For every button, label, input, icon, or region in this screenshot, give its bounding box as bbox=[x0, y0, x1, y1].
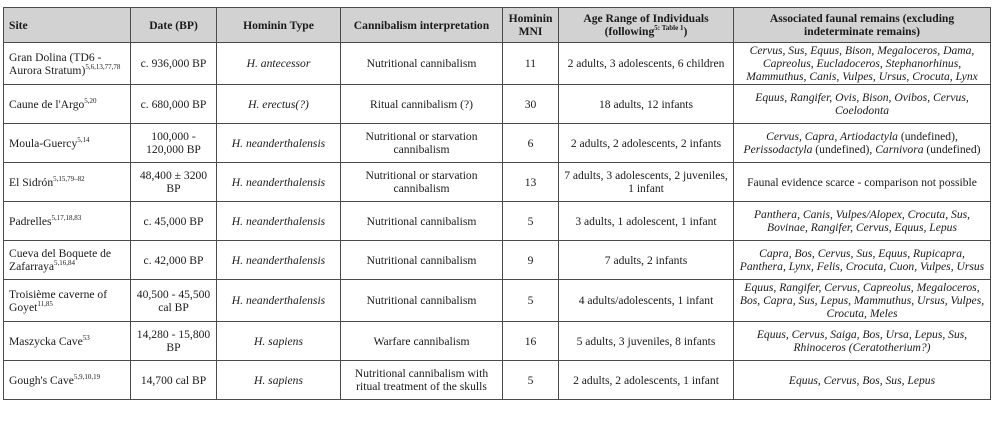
date-cell: 14,700 cal BP bbox=[131, 361, 217, 400]
age-range-cell: 5 adults, 3 juveniles, 8 infants bbox=[559, 322, 734, 361]
age-range-cell: 7 adults, 2 infants bbox=[559, 241, 734, 280]
header-site: Site bbox=[4, 8, 131, 43]
table-row bbox=[4, 280, 991, 322]
hominin-species: H. neanderthalensis bbox=[231, 175, 326, 189]
hominin-type-cell bbox=[217, 361, 341, 400]
hominin-species: H. neanderthalensis bbox=[231, 214, 326, 228]
header-cannibalism-interpretation: Cannibalism interpretation bbox=[341, 8, 503, 43]
site-name: Moula-Guercy bbox=[9, 136, 78, 150]
date-cell: c. 42,000 BP bbox=[131, 241, 217, 280]
date-cell: 40,500 - 45,500 cal BP bbox=[131, 280, 217, 322]
hominin-type-cell bbox=[217, 280, 341, 322]
mni-cell: 13 bbox=[503, 163, 559, 202]
fauna-note: Faunal evidence scarce - comparison not possible bbox=[747, 175, 977, 189]
fauna-taxa: Equus, Rangifer, Ovis, Bison, Ovibos, Cervus, Coelodonta bbox=[755, 91, 969, 117]
date-cell: 100,000 - 120,000 BP bbox=[131, 124, 217, 163]
site-cell bbox=[4, 163, 131, 202]
age-range-cell: 3 adults, 1 adolescent, 1 infant bbox=[559, 202, 734, 241]
mni-cell: 9 bbox=[503, 241, 559, 280]
hominin-type-cell bbox=[217, 241, 341, 280]
table-row bbox=[4, 85, 991, 124]
hominin-species: H. neanderthalensis bbox=[231, 136, 326, 150]
interpretation-cell: Nutritional cannibalism bbox=[341, 280, 503, 322]
fauna-taxa: Panthera, Canis, Vulpes/Alopex, Crocuta, Sus, Bovinae, Rangifer, Cervus, Equus, Lepus bbox=[753, 208, 971, 234]
site-references: 5,16,84 bbox=[54, 259, 76, 268]
age-range-cell: 18 adults, 12 infants bbox=[559, 85, 734, 124]
fauna-taxa: Equus, Cervus, Bos, Sus, Lepus bbox=[788, 373, 936, 387]
age-range-cell: 2 adults, 2 adolescents, 2 infants bbox=[559, 124, 734, 163]
table-row bbox=[4, 43, 991, 85]
mni-cell: 5 bbox=[503, 280, 559, 322]
site-cell bbox=[4, 280, 131, 322]
header-faunal-remains: Associated faunal remains (excluding indeterminate remains) bbox=[734, 8, 991, 43]
site-name: El Sidrón bbox=[9, 175, 54, 189]
hominin-type-cell bbox=[217, 43, 341, 85]
site-references: 5,20 bbox=[84, 96, 97, 105]
fauna-taxa: Cervus, Sus, Equus, Bison, Megaloceros, Dama, Capreolus, Eucladoceros, Stephanorhinus, Mammuthus, Canis, Vulpes, Ursus, Crocuta, Lynx bbox=[746, 44, 978, 83]
site-references: 11,85 bbox=[37, 299, 53, 308]
site-cell bbox=[4, 124, 131, 163]
site-name: Padrelles bbox=[9, 214, 52, 228]
table-row bbox=[4, 241, 991, 280]
header-hominin-mni: Hominin MNI bbox=[503, 8, 559, 43]
faunal-remains-cell bbox=[734, 163, 991, 202]
fauna-note: (undefined), bbox=[897, 130, 958, 143]
interpretation-cell: Nutritional cannibalism bbox=[341, 43, 503, 85]
interpretation-cell: Ritual cannibalism (?) bbox=[341, 85, 503, 124]
mni-cell: 5 bbox=[503, 202, 559, 241]
site-name: Cueva del Boquete de Zafarraya bbox=[9, 247, 112, 273]
site-cell bbox=[4, 43, 131, 85]
faunal-remains-cell bbox=[734, 124, 991, 163]
interpretation-cell: Nutritional cannibalism with ritual treatment of the skulls bbox=[341, 361, 503, 400]
site-name: Maszycka Cave bbox=[9, 334, 83, 348]
faunal-remains-cell bbox=[734, 322, 991, 361]
date-cell: c. 936,000 BP bbox=[131, 43, 217, 85]
site-cell bbox=[4, 241, 131, 280]
hominin-type-cell bbox=[217, 163, 341, 202]
hominin-species: H. neanderthalensis bbox=[231, 294, 326, 307]
hominin-type-cell bbox=[217, 124, 341, 163]
site-references: 5,9,10,19 bbox=[73, 372, 101, 381]
faunal-remains-cell bbox=[734, 43, 991, 85]
hominin-species: H. antecessor bbox=[246, 57, 311, 70]
faunal-remains-cell bbox=[734, 202, 991, 241]
date-cell: 14,280 - 15,800 BP bbox=[131, 322, 217, 361]
interpretation-cell: Nutritional or starvation cannibalism bbox=[341, 163, 503, 202]
date-cell: c. 45,000 BP bbox=[131, 202, 217, 241]
age-range-cell: 2 adults, 3 adolescents, 6 children bbox=[559, 43, 734, 85]
mni-cell: 5 bbox=[503, 361, 559, 400]
header-age-range: Age Range of Individuals (following$^{5: Table 1}$) bbox=[559, 8, 734, 43]
fauna-taxa: Capra, Bos, Cervus, Sus, Equus, Rupicapra, Panthera, Lynx, Felis, Crocuta, Cuon, Vulpes, Ursus bbox=[739, 247, 985, 273]
fauna-taxa: Equus, Cervus, Saiga, Bos, Ursa, Lepus, Sus, Rhinoceros (Ceratotherium?) bbox=[756, 328, 968, 354]
site-references: 5,6,13,77,78 bbox=[85, 62, 121, 71]
faunal-remains-cell bbox=[734, 361, 991, 400]
site-references: 53 bbox=[82, 333, 90, 342]
interpretation-cell: Nutritional cannibalism bbox=[341, 202, 503, 241]
faunal-remains-cell bbox=[734, 241, 991, 280]
fauna-note: (undefined) bbox=[923, 143, 981, 156]
fauna-taxa: Equus, Rangifer, Cervus, Capreolus, Megaloceros, Bos, Capra, Sus, Lepus, Mammuthus, Ursus, Vulpes, Crocuta, Meles bbox=[739, 281, 985, 320]
site-references: 5,17,18,83 bbox=[51, 213, 82, 222]
mni-cell: 16 bbox=[503, 322, 559, 361]
hominin-type-cell bbox=[217, 202, 341, 241]
header-hominin-type: Hominin Type bbox=[217, 8, 341, 43]
header-date: Date (BP) bbox=[131, 8, 217, 43]
site-name: Troisième caverne of Goyet bbox=[9, 287, 108, 314]
site-cell bbox=[4, 322, 131, 361]
age-range-cell: 7 adults, 3 adolescents, 2 juveniles, 1 infant bbox=[559, 163, 734, 202]
mni-cell: 11 bbox=[503, 43, 559, 85]
site-cell bbox=[4, 202, 131, 241]
age-range-cell: 4 adults/adolescents, 1 infant bbox=[559, 280, 734, 322]
site-name: Caune de l'Argo bbox=[9, 97, 85, 111]
table-row bbox=[4, 322, 991, 361]
site-name: Gough's Cave bbox=[9, 373, 74, 387]
site-references: 5,15,79–82 bbox=[53, 174, 85, 183]
date-cell: c. 680,000 BP bbox=[131, 85, 217, 124]
table-row bbox=[4, 361, 991, 400]
hominin-species: H. neanderthalensis bbox=[231, 253, 326, 267]
faunal-remains-cell bbox=[734, 280, 991, 322]
table-row bbox=[4, 202, 991, 241]
cannibalism-sites-table bbox=[3, 7, 991, 400]
fauna-note: (undefined), bbox=[812, 143, 876, 156]
site-name: Gran Dolina (TD6 - Aurora Stratum) bbox=[9, 50, 102, 77]
interpretation-cell: Warfare cannibalism bbox=[341, 322, 503, 361]
table-row bbox=[4, 124, 991, 163]
site-cell bbox=[4, 85, 131, 124]
age-range-cell: 2 adults, 2 adolescents, 1 infant bbox=[559, 361, 734, 400]
fauna-taxa: Perissodactyla bbox=[743, 143, 813, 156]
faunal-remains-cell bbox=[734, 85, 991, 124]
hominin-species: H. erectus(?) bbox=[248, 97, 309, 111]
site-references: 5,14 bbox=[77, 135, 90, 144]
mni-cell: 30 bbox=[503, 85, 559, 124]
fauna-taxa: Cervus, Capra, Artiodactyla bbox=[766, 130, 898, 143]
site-cell bbox=[4, 361, 131, 400]
hominin-type-cell bbox=[217, 322, 341, 361]
hominin-type-cell bbox=[217, 85, 341, 124]
interpretation-cell: Nutritional or starvation cannibalism bbox=[341, 124, 503, 163]
table-row bbox=[4, 163, 991, 202]
date-cell: 48,400 ± 3200 BP bbox=[131, 163, 217, 202]
interpretation-cell: Nutritional cannibalism bbox=[341, 241, 503, 280]
hominin-species: H. sapiens bbox=[254, 334, 303, 348]
mni-cell: 6 bbox=[503, 124, 559, 163]
fauna-taxa: Carnivora bbox=[875, 143, 924, 156]
hominin-species: H. sapiens bbox=[254, 373, 303, 387]
header-row bbox=[4, 8, 991, 43]
